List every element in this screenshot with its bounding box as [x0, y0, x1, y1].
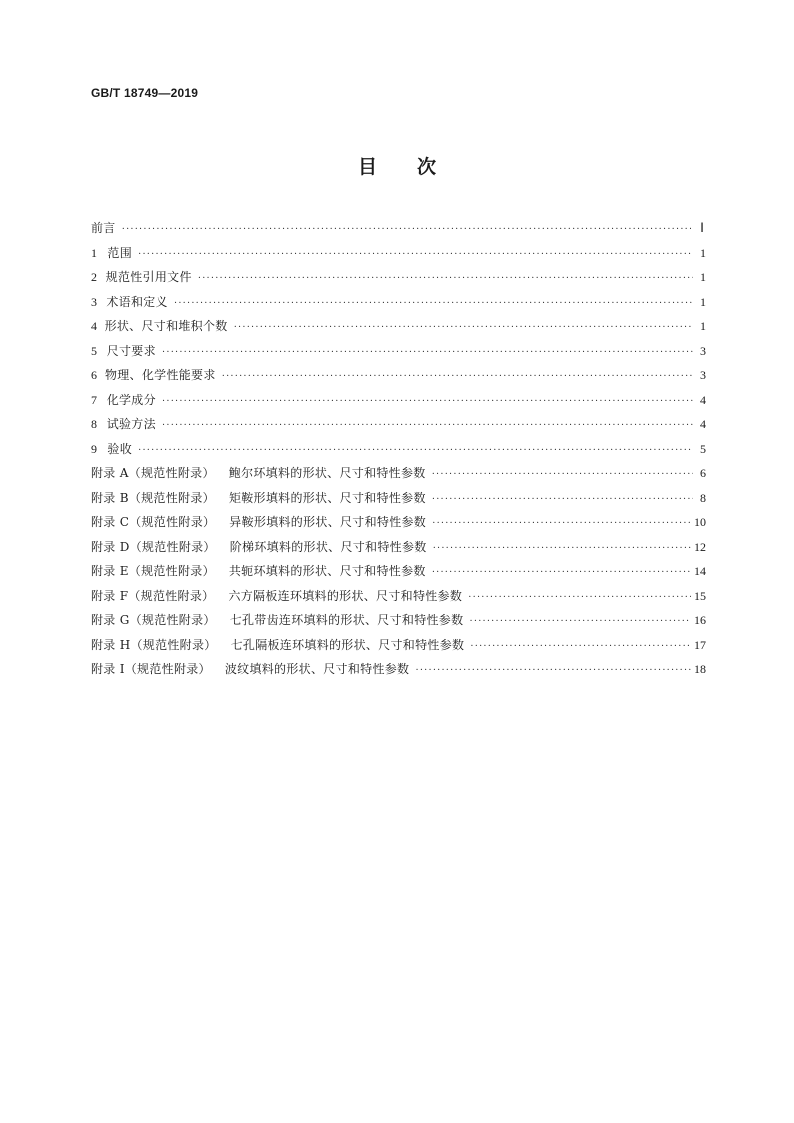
toc-entry-number: 2 [91, 270, 97, 284]
toc-entry-annex-g[interactable] [91, 608, 706, 633]
toc-entry-annex-f[interactable] [91, 584, 706, 609]
toc-entry-2[interactable] [91, 265, 706, 290]
toc-entry-page: 1 [700, 294, 706, 309]
annex-label: 附录 A（规范性附录） [91, 466, 215, 480]
toc-entry-page: 10 [694, 515, 706, 529]
toc-entry-annex-d[interactable] [91, 535, 706, 560]
toc-entry-7[interactable] [91, 388, 706, 413]
toc-entry-8[interactable] [91, 412, 706, 437]
annex-label: 附录 E（规范性附录） [91, 564, 215, 578]
toc-leader [433, 537, 691, 562]
toc-entry-annex-h[interactable] [91, 633, 706, 658]
annex-subtitle: 鲍尔环填料的形状、尺寸和特性参数 [228, 466, 426, 480]
toc-leader [162, 341, 693, 366]
toc-entry-annex-b[interactable] [91, 486, 706, 511]
toc-entry-number: 1 [91, 245, 97, 260]
toc-entry-annex-e[interactable] [91, 559, 706, 584]
toc-entry-page: 14 [694, 564, 706, 578]
toc-leader [162, 390, 693, 415]
title-char-2: 次 [417, 156, 437, 178]
toc-entry-9[interactable] [91, 437, 706, 462]
annex-subtitle: 波纹填料的形状、尺寸和特性参数 [224, 662, 410, 676]
toc-entry-page: 1 [700, 319, 706, 333]
toc-entry-title: 试验方法 [106, 417, 156, 431]
toc-leader [432, 488, 693, 513]
toc-entry-page: Ⅰ [700, 220, 704, 235]
toc-entry-page: 18 [694, 662, 706, 676]
toc-entry-number: 9 [91, 441, 97, 456]
toc-entry-title: 验收 [107, 441, 133, 456]
toc-entry-title [91, 608, 463, 633]
toc-entry-4[interactable] [91, 314, 706, 339]
standard-code: GB/T 18749—2019 [91, 86, 199, 100]
toc-entry-title [91, 486, 426, 511]
annex-subtitle: 七孔隔板连环填料的形状、尺寸和特性参数 [230, 637, 465, 652]
annex-label: 附录 G（规范性附录） [91, 613, 216, 627]
toc-leader [162, 414, 693, 439]
toc-list [91, 216, 706, 682]
toc-entry-title: 尺寸要求 [106, 343, 156, 358]
annex-label: 附录 B（规范性附录） [91, 490, 215, 505]
annex-label: 附录 I（规范性附录） [91, 662, 211, 676]
toc-entry-page: 6 [700, 466, 706, 480]
toc-entry-number: 4 [91, 319, 97, 333]
toc-leader [432, 512, 691, 537]
toc-entry-page: 15 [694, 588, 706, 603]
toc-entry-number: 6 [91, 368, 97, 382]
toc-entry-title [91, 535, 427, 560]
annex-label: 附录 C（规范性附录） [91, 515, 216, 529]
toc-leader [468, 586, 691, 611]
toc-entry-page: 3 [700, 343, 706, 358]
title-char-1: 目 [357, 156, 377, 178]
toc-entry-annex-i[interactable] [91, 657, 706, 682]
toc-entry-title: 化学成分 [106, 392, 156, 407]
annex-label: 附录 H（规范性附录） [91, 637, 217, 652]
toc-leader [470, 635, 691, 660]
toc-entry-number: 8 [91, 417, 97, 431]
toc-entry-3[interactable] [91, 290, 706, 315]
toc-entry-title: 范围 [107, 245, 133, 260]
toc-entry-number: 5 [91, 343, 97, 358]
toc-entry-annex-c[interactable] [91, 510, 706, 535]
toc-entry-page: 8 [700, 490, 706, 505]
toc-entry-title [91, 657, 409, 682]
toc-leader [122, 218, 691, 243]
toc-entry-number: 7 [91, 392, 97, 407]
toc-leader [415, 659, 691, 684]
annex-subtitle: 共轭环填料的形状、尺寸和特性参数 [228, 564, 426, 578]
toc-entry-page: 5 [700, 441, 706, 456]
toc-leader [138, 243, 693, 268]
toc-leader [174, 292, 693, 317]
toc-entry-title: 术语和定义 [106, 294, 168, 309]
toc-entry-title: 形状、尺寸和堆积个数 [104, 319, 228, 333]
annex-label: 附录 F（规范性附录） [91, 588, 215, 603]
toc-entry-page: 4 [700, 392, 706, 407]
toc-leader [222, 365, 693, 390]
toc-entry-6[interactable] [91, 363, 706, 388]
toc-entry-title [91, 510, 426, 535]
toc-entry-number: 3 [91, 294, 97, 309]
toc-entry-page: 12 [694, 539, 706, 554]
annex-label: 附录 D（规范性附录） [91, 539, 216, 554]
annex-subtitle: 矩鞍形填料的形状、尺寸和特性参数 [228, 490, 426, 505]
toc-entry-title [91, 633, 464, 658]
toc-leader [198, 267, 693, 292]
toc-entry-annex-a[interactable] [91, 461, 706, 486]
toc-entry-title [91, 461, 426, 486]
toc-entry-5[interactable] [91, 339, 706, 364]
toc-leader [138, 439, 693, 464]
toc-leader [432, 463, 693, 488]
page-title [0, 152, 794, 179]
toc-entry-title: 物理、化学性能要求 [104, 368, 216, 382]
annex-subtitle: 六方隔板连环填料的形状、尺寸和特性参数 [228, 588, 463, 603]
toc-entry-page: 3 [700, 368, 706, 382]
toc-entry-page: 1 [700, 270, 706, 284]
toc-entry-title: 规范性引用文件 [105, 270, 192, 284]
annex-subtitle: 阶梯环填料的形状、尺寸和特性参数 [229, 539, 427, 554]
toc-leader [432, 561, 691, 586]
annex-subtitle: 异鞍形填料的形状、尺寸和特性参数 [229, 515, 427, 529]
toc-entry-page: 17 [694, 637, 706, 652]
toc-entry-title [91, 584, 462, 609]
toc-entry-foreword[interactable] [91, 216, 706, 241]
toc-entry-title: 前言 [91, 221, 116, 235]
toc-entry-page: 4 [700, 417, 706, 431]
toc-entry-page: 1 [700, 245, 706, 260]
toc-entry-title [91, 559, 426, 584]
toc-entry-1[interactable] [91, 241, 706, 266]
toc-entry-page: 16 [694, 613, 706, 627]
annex-subtitle: 七孔带齿连环填料的形状、尺寸和特性参数 [229, 613, 464, 627]
toc-leader [469, 610, 691, 635]
toc-leader [234, 316, 693, 341]
